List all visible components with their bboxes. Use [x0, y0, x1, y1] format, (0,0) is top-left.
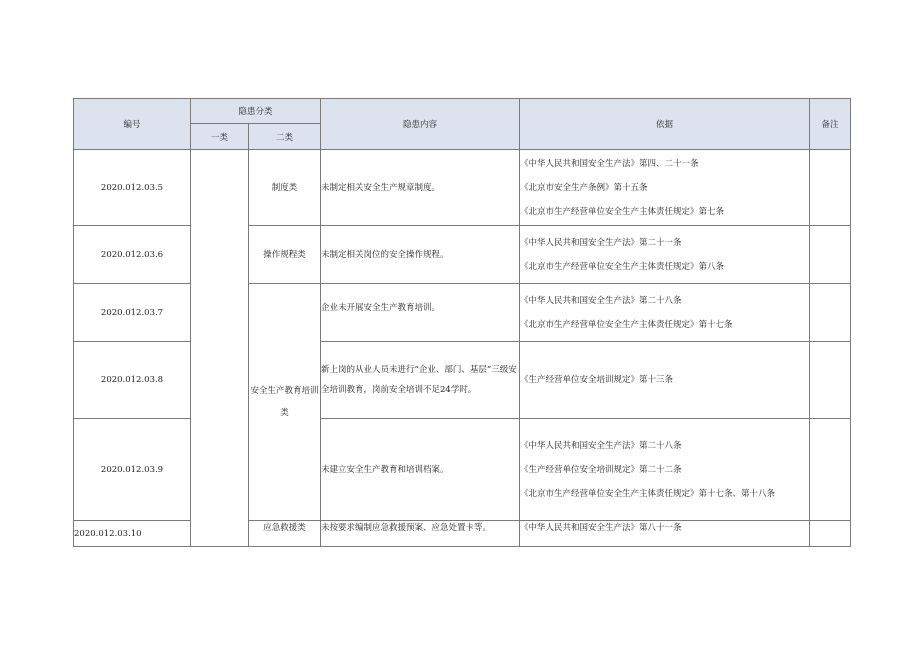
- row-remark: [810, 521, 851, 547]
- basis-line: 《中华人民共和国安全生产法》第二十八条: [520, 295, 682, 306]
- row-content: 新上岗的从业人员未进行“企业、部门、基层”三级安全培训教育，岗前安全培训不足24学时。: [321, 342, 520, 419]
- row-basis: [520, 342, 810, 419]
- row-remark: [810, 226, 851, 284]
- table-row: [74, 521, 851, 547]
- header-basis: 依据: [520, 99, 810, 150]
- row-id: 2020.012.03.6: [74, 226, 191, 284]
- row-remark: [810, 419, 851, 521]
- header-remark: 备注: [810, 99, 851, 150]
- table-row: [74, 150, 851, 226]
- basis-line: 《中华人民共和国安全生产法》第四、二十一条: [520, 158, 699, 169]
- level1-cell: [191, 150, 249, 547]
- row-content: 未按要求编制应急救援预案、应急处置卡等。: [321, 521, 520, 547]
- row-remark: [810, 150, 851, 226]
- row-type2: 操作规程类: [249, 226, 321, 284]
- basis-line: 《北京市安全生产条例》第十五条: [520, 182, 648, 193]
- basis-line: 《北京市生产经营单位安全生产主体责任规定》第七条: [520, 206, 725, 217]
- row-content: 未建立安全生产教育和培训档案。: [321, 419, 520, 521]
- table-row: [74, 419, 851, 521]
- table-row: [74, 342, 851, 419]
- header-category: 隐患分类: [191, 99, 321, 124]
- row-basis: [520, 284, 810, 342]
- basis-line: 《北京市生产经营单位安全生产主体责任规定》第八条: [520, 261, 725, 272]
- row-id: 2020.012.03.7: [74, 284, 191, 342]
- row-type2: 应急救援类: [249, 521, 321, 547]
- row-content: 企业未开展安全生产教育培训。: [321, 284, 520, 342]
- row-id: 2020.012.03.8: [74, 342, 191, 419]
- table-row: [74, 284, 851, 342]
- hazard-table: [73, 98, 851, 547]
- row-type2-merged: 安全生产教育培训类: [249, 284, 321, 521]
- row-basis: [520, 150, 810, 226]
- row-content: 未制定相关岗位的安全操作规程。: [321, 226, 520, 284]
- row-basis: [520, 521, 810, 547]
- basis-line: 《中华人民共和国安全生产法》第八十一条: [520, 523, 682, 533]
- table-header: [74, 99, 851, 150]
- row-content: 未制定相关安全生产规章制度。: [321, 150, 520, 226]
- basis-line: 《北京市生产经营单位安全生产主体责任规定》第十七条: [520, 319, 733, 330]
- row-id: 2020.012.03.5: [74, 150, 191, 226]
- row-basis: [520, 419, 810, 521]
- row-id: 2020.012.03.9: [74, 419, 191, 521]
- row-remark: [810, 284, 851, 342]
- table-row: [74, 226, 851, 284]
- header-content: 隐患内容: [321, 99, 520, 150]
- basis-line: 《中华人民共和国安全生产法》第二十一条: [520, 237, 682, 248]
- basis-line: 《生产经营单位安全培训规定》第十三条: [520, 375, 674, 385]
- header-level2: 二类: [249, 124, 321, 150]
- basis-line: 《北京市生产经营单位安全生产主体责任规定》第十七条、第十八条: [520, 488, 776, 499]
- row-type2: 制度类: [249, 150, 321, 226]
- basis-line: 《生产经营单位安全培训规定》第二十二条: [520, 464, 682, 475]
- header-id: 编号: [74, 99, 191, 150]
- row-remark: [810, 342, 851, 419]
- row-basis: [520, 226, 810, 284]
- row-id: 2020.012.03.10: [74, 521, 191, 547]
- basis-line: 《中华人民共和国安全生产法》第二十八条: [520, 440, 682, 451]
- header-level1: 一类: [191, 124, 249, 150]
